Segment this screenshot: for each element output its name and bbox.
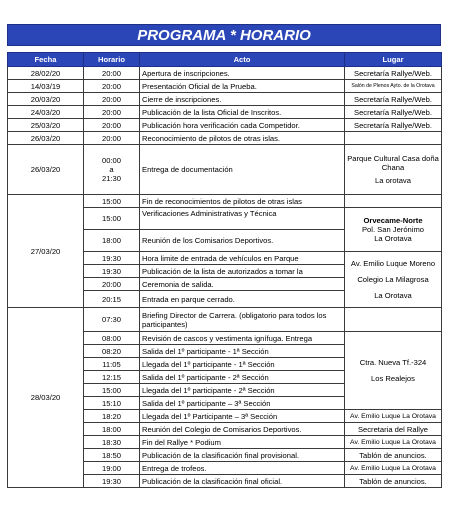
acto-cell: Entrada en parque cerrado. [140, 291, 345, 308]
horario-cell: 20:00 [84, 80, 140, 93]
acto-cell: Apertura de inscripciones. [140, 67, 345, 80]
horario-cell: 11:05 [84, 358, 140, 371]
page-title: PROGRAMA * HORARIO [7, 24, 441, 46]
lugar-cell: Tablón de anuncios. [345, 449, 442, 462]
fecha-cell: 24/03/20 [8, 106, 84, 119]
horario-cell: 18:00 [84, 230, 140, 252]
lugar-line: Av. Emilio Luque Moreno [350, 259, 436, 268]
acto-cell: Entrega de documentación [140, 145, 345, 195]
horario-cell: 19:30 [84, 252, 140, 265]
lugar-cell [345, 208, 442, 252]
acto-cell: Reunión del Colegio de Comisarios Deportivos. [140, 423, 345, 436]
lugar-line: Colegio La Milagrosa [357, 275, 429, 284]
acto-cell: Publicación hora verificación cada Competidor. [140, 119, 345, 132]
table-row [8, 145, 442, 195]
acto-cell: Reunión de los Comisarios Deportivos. [140, 230, 345, 252]
lugar-cell [345, 332, 442, 410]
horario-cell: 18:00 [84, 423, 140, 436]
horario-cell: 15:00 [84, 384, 140, 397]
table-row [8, 195, 442, 208]
table-header-row [8, 53, 442, 67]
horario-cell: 19:30 [84, 265, 140, 278]
acto-cell: Publicación de la clasificación final oficial. [140, 475, 345, 488]
lugar-line: Chana [381, 163, 405, 172]
horario-cell: 19:00 [84, 462, 140, 475]
fecha-cell: 26/03/20 [8, 132, 84, 145]
lugar-line: La Orotava [374, 291, 412, 300]
acto-cell: Salida del 1º participante - 1ª Sección [140, 345, 345, 358]
table-row [8, 67, 442, 80]
lugar-cell [345, 252, 442, 308]
acto-cell: Reconocimiento de pilotos de otras islas. [140, 132, 345, 145]
fecha-cell: 27/03/20 [8, 195, 84, 308]
lugar-cell [345, 308, 442, 332]
table-row [8, 93, 442, 106]
fecha-cell: 14/03/19 [8, 80, 84, 93]
acto-cell: Revisión de cascos y vestimenta ignífuga. Entrega [140, 332, 345, 345]
fecha-cell: 20/03/20 [8, 93, 84, 106]
horario-cell: 20:00 [84, 93, 140, 106]
horario-cell: 18:30 [84, 436, 140, 449]
horario-cell: 18:20 [84, 410, 140, 423]
horario-sep: a [109, 165, 114, 174]
horario-cell: 15:00 [84, 208, 140, 230]
schedule-table [7, 52, 442, 488]
horario-cell: 20:00 [84, 106, 140, 119]
acto-cell: Cierre de inscripciones. [140, 93, 345, 106]
horario-to: 21:30 [101, 174, 121, 183]
lugar-cell [345, 145, 442, 195]
table-row [8, 106, 442, 119]
horario-cell: 20:00 [84, 278, 140, 291]
lugar-line: Ctra. Nueva Tf.-324 [359, 358, 427, 367]
acto-cell: Verificaciones Administrativas y Técnica [140, 208, 345, 230]
horario-cell: 20:00 [84, 67, 140, 80]
lugar-cell: Av. Emilio Luque La Orotava [345, 462, 442, 475]
acto-cell: Salida del 1º participante - 2ª Sección [140, 371, 345, 384]
horario-cell: 19:30 [84, 475, 140, 488]
horario-cell: 12:15 [84, 371, 140, 384]
lugar-cell: Av. Emilio Luque La Orotava [345, 410, 442, 423]
acto-cell: Salida del 1º participante – 3ª Sección [140, 397, 345, 410]
acto-cell: Presentación Oficial de la Prueba. [140, 80, 345, 93]
horario-cell [84, 145, 140, 195]
acto-cell: Llegada del 1º participante - 2ª Sección [140, 384, 345, 397]
lugar-cell: Tablón de anuncios. [345, 475, 442, 488]
acto-cell: Publicación de la lista Oficial de Inscritos. [140, 106, 345, 119]
acto-cell: Fin del Rallye * Podium [140, 436, 345, 449]
lugar-line: La Orotava [374, 234, 412, 243]
lugar-cell: Secretaría Rallye/Web. [345, 106, 442, 119]
acto-cell: Publicación de la lista de autorizados a tomar la [140, 265, 345, 278]
acto-cell: Ceremonia de salida. [140, 278, 345, 291]
lugar-line: Parque Cultural Casa doña [347, 154, 439, 163]
fecha-cell: 28/03/20 [8, 308, 84, 488]
fecha-cell: 25/03/20 [8, 119, 84, 132]
acto-cell: Fin de reconocimientos de pilotos de otras islas [140, 195, 345, 208]
acto-cell: Llegada del 1º Participante – 3ª Sección [140, 410, 345, 423]
fecha-cell: 28/02/20 [8, 67, 84, 80]
horario-cell: 20:00 [84, 132, 140, 145]
lugar-line: Orvecame-Norte [363, 216, 423, 225]
horario-cell: 20:00 [84, 119, 140, 132]
horario-cell: 08:20 [84, 345, 140, 358]
lugar-line: La orotava [375, 176, 411, 185]
horario-cell: 15:10 [84, 397, 140, 410]
lugar-cell: Secretaría Rallye/Web. [345, 93, 442, 106]
lugar-cell: Av. Emilio Luque La Orotava [345, 436, 442, 449]
horario-from: 00:00 [101, 156, 121, 165]
header-acto: Acto [140, 53, 345, 67]
horario-cell: 08:00 [84, 332, 140, 345]
lugar-cell: Secretaría Rallye/Web. [345, 67, 442, 80]
table-row [8, 80, 442, 93]
fecha-cell: 26/03/20 [8, 145, 84, 195]
lugar-cell: Salón de Plenos Ayto. de la Orotava [345, 80, 442, 93]
table-row [8, 119, 442, 132]
horario-cell: 15:00 [84, 195, 140, 208]
header-horario: Horario [84, 53, 140, 67]
lugar-line: Pol. San Jerónimo [361, 225, 425, 234]
acto-cell: Briefing Director de Carrera. (obligatorio para todos los participantes) [140, 308, 345, 332]
lugar-cell: Secretaría Rallye/Web. [345, 119, 442, 132]
table-row [8, 308, 442, 332]
header-lugar: Lugar [345, 53, 442, 67]
lugar-cell: Secretaria del Rallye [345, 423, 442, 436]
acto-cell: Llegada del 1º participante - 1ª Sección [140, 358, 345, 371]
table-row [8, 132, 442, 145]
acto-cell: Hora limite de entrada de vehículos en Parque [140, 252, 345, 265]
lugar-line: Los Realejos [371, 374, 415, 383]
header-fecha: Fecha [8, 53, 84, 67]
acto-cell: Publicación de la clasificación final provisional. [140, 449, 345, 462]
horario-cell: 18:50 [84, 449, 140, 462]
lugar-cell [345, 132, 442, 145]
lugar-cell [345, 195, 442, 208]
acto-cell: Entrega de trofeos. [140, 462, 345, 475]
horario-cell: 07:30 [84, 308, 140, 332]
horario-cell: 20:15 [84, 291, 140, 308]
